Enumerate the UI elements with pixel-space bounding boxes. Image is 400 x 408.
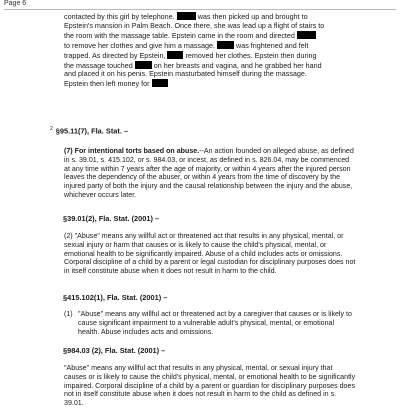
redaction-box bbox=[297, 31, 316, 39]
statute-paragraph-415-102 bbox=[64, 310, 356, 336]
narrative-text: Epstein then left money for bbox=[64, 79, 150, 89]
narrative-text: the room with the massage table. Epstein came in the room and directed bbox=[64, 30, 295, 40]
narrative-text: was frightened and felt bbox=[236, 40, 309, 50]
section-heading-415-102: §415.102(1), Fla. Stat. (2001) – bbox=[63, 293, 168, 302]
narrative-paragraph bbox=[64, 12, 354, 89]
footnote-citation bbox=[50, 126, 128, 135]
narrative-text: the massage touched bbox=[64, 60, 133, 70]
statute-paragraph-39-01: (2) "Abuse" means any willful act or threatened act that results in any physical, mental, or sexual injury or harm that causes or is likely to cause the child's physical, mental, or emotional health to be significantly impaired. Abuse of a child includes acts or omissions. Corporal discipline of a child by a parent or legal custodian for disciplinary purposes does not in itself constitute abuse when it does not result in harm to the child. bbox=[64, 232, 356, 276]
narrative-text: trapped. As directed by Epstein, bbox=[64, 50, 166, 60]
redaction-box bbox=[177, 12, 196, 20]
narrative-text: to remove her clothes and give him a massage. bbox=[64, 40, 216, 50]
list-number: (1) bbox=[64, 310, 73, 318]
redaction-box bbox=[167, 51, 183, 59]
redaction-box bbox=[152, 79, 168, 87]
footnote-marker: 2 bbox=[50, 126, 53, 132]
statute-text: --An action founded on alleged abuse, as defined in s. 39.01, s. 415.102, or s. 984.03, or incest, as defined in s. 826.04, may be commenced at any time within 7 years after the age of majority, or within 4 years after the injured person leaves the dependency of the abuser, or within 4 years from the time of discovery by the injured party of both the injury and the causal relationship between the injury and the abuse, whichever occurs later. bbox=[64, 147, 354, 199]
section-heading-984-03: §984.03 (2), Fla. Stat. (2001) – bbox=[63, 346, 166, 355]
narrative-text: Epstein's mansion in Palm Beach. Once there, she was lead up a flight of stairs to bbox=[64, 20, 325, 30]
narrative-text: was then picked up and brought to bbox=[197, 12, 308, 21]
statute-paragraph-95-11 bbox=[64, 147, 356, 200]
footnote-heading: §95.11(7), Fla. Stat. – bbox=[55, 126, 129, 136]
narrative-text: contacted by this girl by telephone. bbox=[64, 12, 175, 21]
header-divider bbox=[4, 9, 396, 10]
statute-subsection-label: (7) For intentional torts based on abuse. bbox=[64, 147, 200, 155]
narrative-text: and placed it on his penis. Epstein masturbated himself during the massage. bbox=[64, 69, 307, 79]
page-number: Page 6 bbox=[4, 0, 27, 7]
statute-text: "Abuse" means any willful act or threatened act by a caregiver that causes or is likely to cause significant impairment to a vulnerable adult's physical, mental, or emotional health. Abuse includes acts and omissions. bbox=[78, 310, 352, 336]
redaction-box bbox=[135, 61, 152, 69]
narrative-text: removed her clothes. Epstein then during bbox=[185, 50, 317, 60]
narrative-text: on her breasts and vagina, and he grabbed her hand bbox=[153, 60, 322, 70]
statute-paragraph-984-03: "Abuse" means any willful act that results in any physical, mental, or sexual injury that causes or is likely to cause the child's physical, mental, or emotional health to be significantly impaired. Corporal discipline of a child by a parent or guardian for disciplinary purposes does not in itself constitute abuse when it does not result in harm to the child as defined in s. 39.01. bbox=[64, 364, 356, 408]
section-heading-39-01: §39.01(2), Fla. Stat. (2001) – bbox=[63, 214, 160, 223]
redaction-box bbox=[217, 41, 234, 49]
